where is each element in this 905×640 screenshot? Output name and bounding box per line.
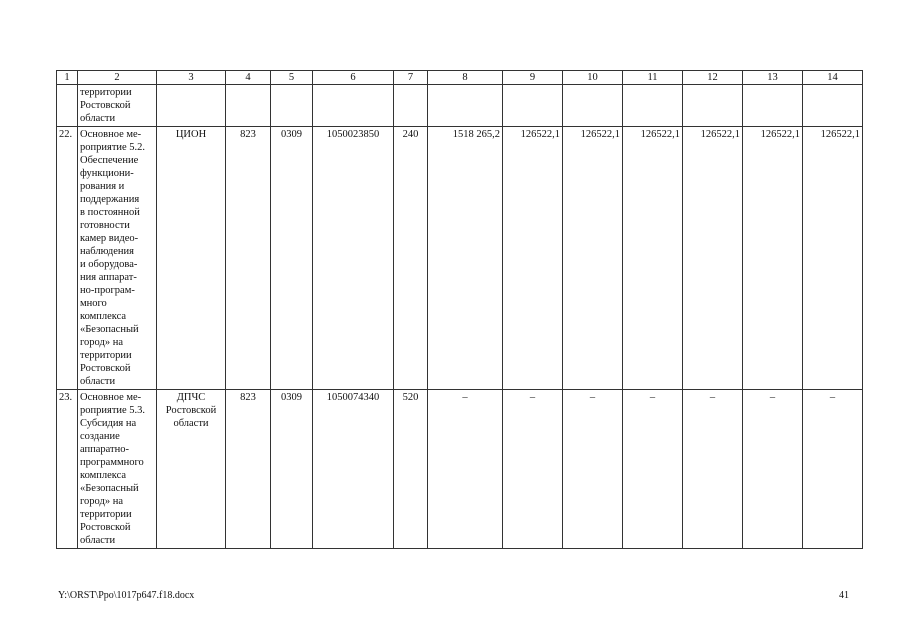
column-header: 3	[157, 71, 226, 85]
amount-cell: 126522,1	[623, 127, 683, 390]
text-line: камер видео-	[80, 233, 139, 244]
amount-cell: –	[803, 390, 863, 549]
column-header: 1	[57, 71, 78, 85]
text-line: территории	[80, 350, 132, 361]
text-line: «Безопасный	[80, 483, 139, 494]
column-header: 11	[623, 71, 683, 85]
text-line: роприятие 5.3.	[80, 405, 146, 416]
column-header: 7	[394, 71, 428, 85]
activity-name-cell	[78, 390, 157, 549]
table-cell: 823	[226, 390, 271, 549]
column-header: 6	[313, 71, 394, 85]
budget-table	[56, 70, 863, 549]
amount-cell: 126522,1	[683, 127, 743, 390]
column-header: 8	[428, 71, 503, 85]
table-cell	[803, 85, 863, 127]
text-line: создание	[80, 431, 120, 442]
column-header: 12	[683, 71, 743, 85]
text-line: Субсидия на	[80, 418, 137, 429]
column-header: 14	[803, 71, 863, 85]
table-cell	[394, 85, 428, 127]
table-cell	[683, 85, 743, 127]
text-line: Основное ме-	[80, 129, 142, 140]
text-line: «Безопасный	[80, 324, 139, 335]
text-line: город» на	[80, 496, 123, 507]
row-number-cell	[57, 85, 78, 127]
text-line: роприятие 5.2.	[80, 142, 146, 153]
activity-name-cell	[78, 127, 157, 390]
text-line: ЦИОН	[175, 129, 207, 140]
column-header: 10	[563, 71, 623, 85]
column-header: 4	[226, 71, 271, 85]
text-line: программного	[80, 457, 144, 468]
column-number-header-row	[57, 71, 863, 85]
executor-cell	[157, 390, 226, 549]
text-line: в постоянной	[80, 207, 140, 218]
amount-cell: –	[563, 390, 623, 549]
text-line: Ростовской	[80, 363, 131, 374]
amount-cell: –	[743, 390, 803, 549]
text-line: ДПЧС	[176, 392, 206, 403]
table-cell	[271, 85, 313, 127]
amount-cell: –	[503, 390, 563, 549]
table-cell	[428, 85, 503, 127]
table-cell	[743, 85, 803, 127]
amount-cell: –	[428, 390, 503, 549]
text-line: ния аппарат-	[80, 272, 137, 283]
amount-cell: 126522,1	[803, 127, 863, 390]
continuation-row	[57, 85, 863, 127]
column-header: 13	[743, 71, 803, 85]
table-cell: 0309	[271, 127, 313, 390]
text-line: рования и	[80, 181, 125, 192]
table-cell: 0309	[271, 390, 313, 549]
table-row	[57, 390, 863, 549]
table-cell: 240	[394, 127, 428, 390]
table-cell	[226, 85, 271, 127]
text-line: поддержания	[80, 194, 140, 205]
table-cell	[313, 85, 394, 127]
column-header: 2	[78, 71, 157, 85]
text-line: области	[80, 376, 116, 387]
text-line: Основное ме-	[80, 392, 142, 403]
text-line: территории	[80, 509, 132, 520]
table-row	[57, 127, 863, 390]
column-header: 9	[503, 71, 563, 85]
text-line: комплекса	[80, 470, 127, 481]
executor-cell	[157, 85, 226, 127]
text-line: области	[173, 418, 209, 429]
table-cell	[623, 85, 683, 127]
amount-cell: –	[683, 390, 743, 549]
page-number: 41	[839, 590, 849, 601]
table-cell: 520	[394, 390, 428, 549]
table-cell: 1050023850	[313, 127, 394, 390]
row-number-cell: 22.	[57, 127, 78, 390]
amount-cell: 126522,1	[563, 127, 623, 390]
row-number-cell: 23.	[57, 390, 78, 549]
amount-cell: 126522,1	[503, 127, 563, 390]
text-line: комплекса	[80, 311, 127, 322]
amount-cell: 126522,1	[743, 127, 803, 390]
text-line: области	[80, 535, 116, 546]
text-line: функциони-	[80, 168, 134, 179]
text-line: Ростовской	[80, 522, 131, 533]
text-line: но-програм-	[80, 285, 135, 296]
column-header: 5	[271, 71, 313, 85]
table-cell: 1050074340	[313, 390, 394, 549]
text-line: много	[80, 298, 107, 309]
activity-name-cell	[78, 85, 157, 127]
footer-file-path: Y:\ORST\Ppo\1017p647.f18.docx	[58, 590, 195, 601]
text-line: и оборудова-	[80, 259, 138, 270]
text-line: готовности	[80, 220, 130, 231]
text-line: город» на	[80, 337, 123, 348]
executor-cell	[157, 127, 226, 390]
text-line: наблюдения	[80, 246, 134, 257]
text-line: аппаратно-	[80, 444, 130, 455]
amount-cell: 1518 265,2	[428, 127, 503, 390]
text-line: Обеспечение	[80, 155, 139, 166]
text-line: Ростовской	[80, 100, 131, 111]
amount-cell: –	[623, 390, 683, 549]
text-line: Ростовской	[165, 405, 217, 416]
text-line: территории	[80, 87, 132, 98]
text-line: области	[80, 113, 116, 124]
table-cell: 823	[226, 127, 271, 390]
table-cell	[503, 85, 563, 127]
table-cell	[563, 85, 623, 127]
